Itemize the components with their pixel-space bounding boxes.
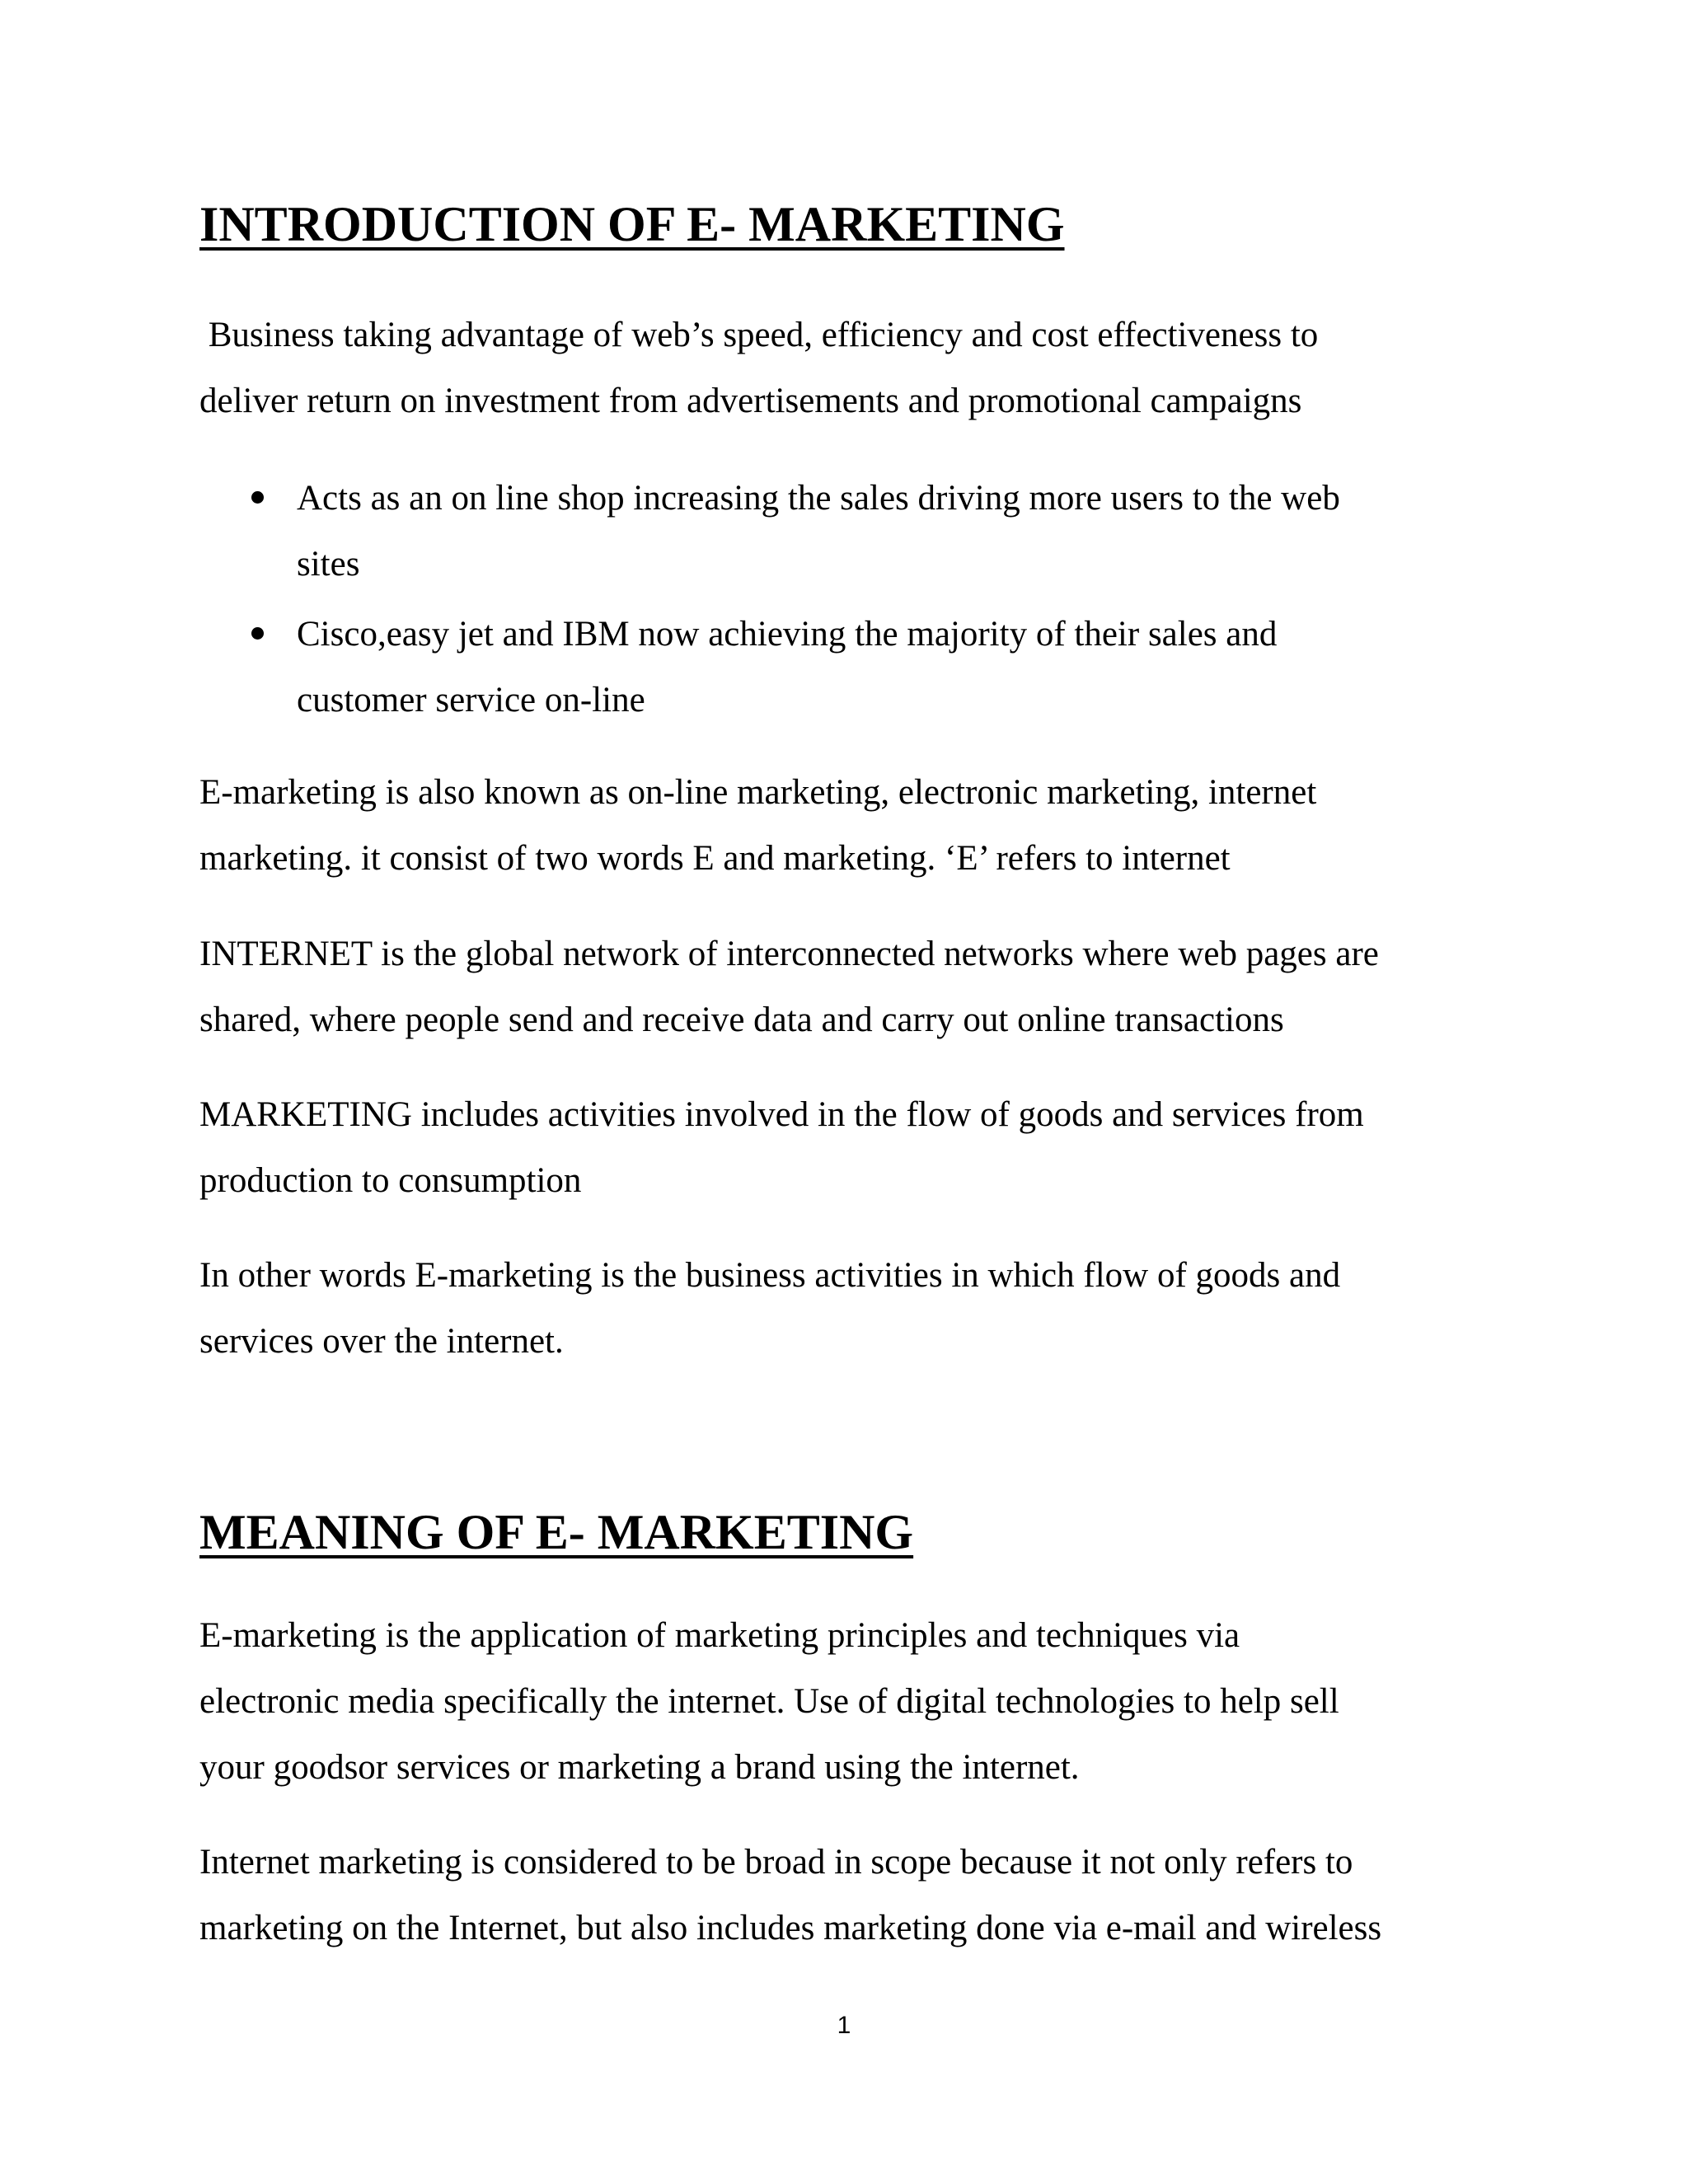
bullet-dot-icon xyxy=(251,491,264,504)
bullet-item xyxy=(199,466,1518,598)
section-heading-meaning: MEANING OF E- MARKETING xyxy=(199,1505,914,1559)
paragraph-line: marketing. it consist of two words E and marketing. ‘E’ refers to internet xyxy=(199,839,1231,878)
page-number: 1 xyxy=(837,2012,851,2039)
bullet-list xyxy=(199,466,1518,738)
paragraph-line: production to consumption xyxy=(199,1161,582,1200)
paragraph-meaning-application xyxy=(199,1603,1518,1801)
paragraph-line: electronic media specifically the internet. Use of digital technologies to help sell xyxy=(199,1682,1339,1721)
paragraph-line: deliver return on investment from advertisements and promotional campaigns xyxy=(199,382,1302,420)
bullet-line: Acts as an on line shop increasing the sales driving more users to the web xyxy=(297,479,1340,518)
bullet-dot-icon xyxy=(251,627,264,640)
paragraph-line: MARKETING includes activities involved in the flow of goods and services from xyxy=(199,1095,1364,1134)
paragraph-internet-definition xyxy=(199,921,1518,1053)
paragraph-line: E-marketing is also known as on-line marketing, electronic marketing, internet xyxy=(199,773,1317,812)
paragraph-line: services over the internet. xyxy=(199,1322,564,1361)
paragraph-marketing-definition xyxy=(199,1082,1518,1214)
bullet-line: Cisco,easy jet and IBM now achieving the majority of their sales and xyxy=(297,615,1278,654)
paragraph-line: shared, where people send and receive data and carry out online transactions xyxy=(199,1001,1284,1039)
intro-paragraph xyxy=(199,302,1518,434)
paragraph-line: INTERNET is the global network of interconnected networks where web pages are xyxy=(199,935,1379,973)
paragraph-line: marketing on the Internet, but also includes marketing done via e-mail and wireless xyxy=(199,1909,1382,1947)
bullet-item xyxy=(199,602,1518,733)
paragraph-line: E-marketing is the application of marketing principles and techniques via xyxy=(199,1616,1240,1655)
paragraph-meaning-scope xyxy=(199,1830,1518,1961)
bullet-line: sites xyxy=(297,545,360,583)
paragraph-line: Business taking advantage of web’s speed, efficiency and cost effectiveness to xyxy=(199,316,1319,354)
paragraph-line: In other words E-marketing is the business activities in which flow of goods and xyxy=(199,1256,1341,1295)
paragraph-line: your goodsor services or marketing a brand using the internet. xyxy=(199,1748,1080,1787)
paragraph-also-known xyxy=(199,760,1518,892)
paragraph-other-words xyxy=(199,1243,1518,1375)
bullet-line: customer service on-line xyxy=(297,681,645,719)
section-heading-introduction: INTRODUCTION OF E- MARKETING xyxy=(199,197,1065,251)
paragraph-line: Internet marketing is considered to be broad in scope because it not only refers to xyxy=(199,1843,1353,1882)
